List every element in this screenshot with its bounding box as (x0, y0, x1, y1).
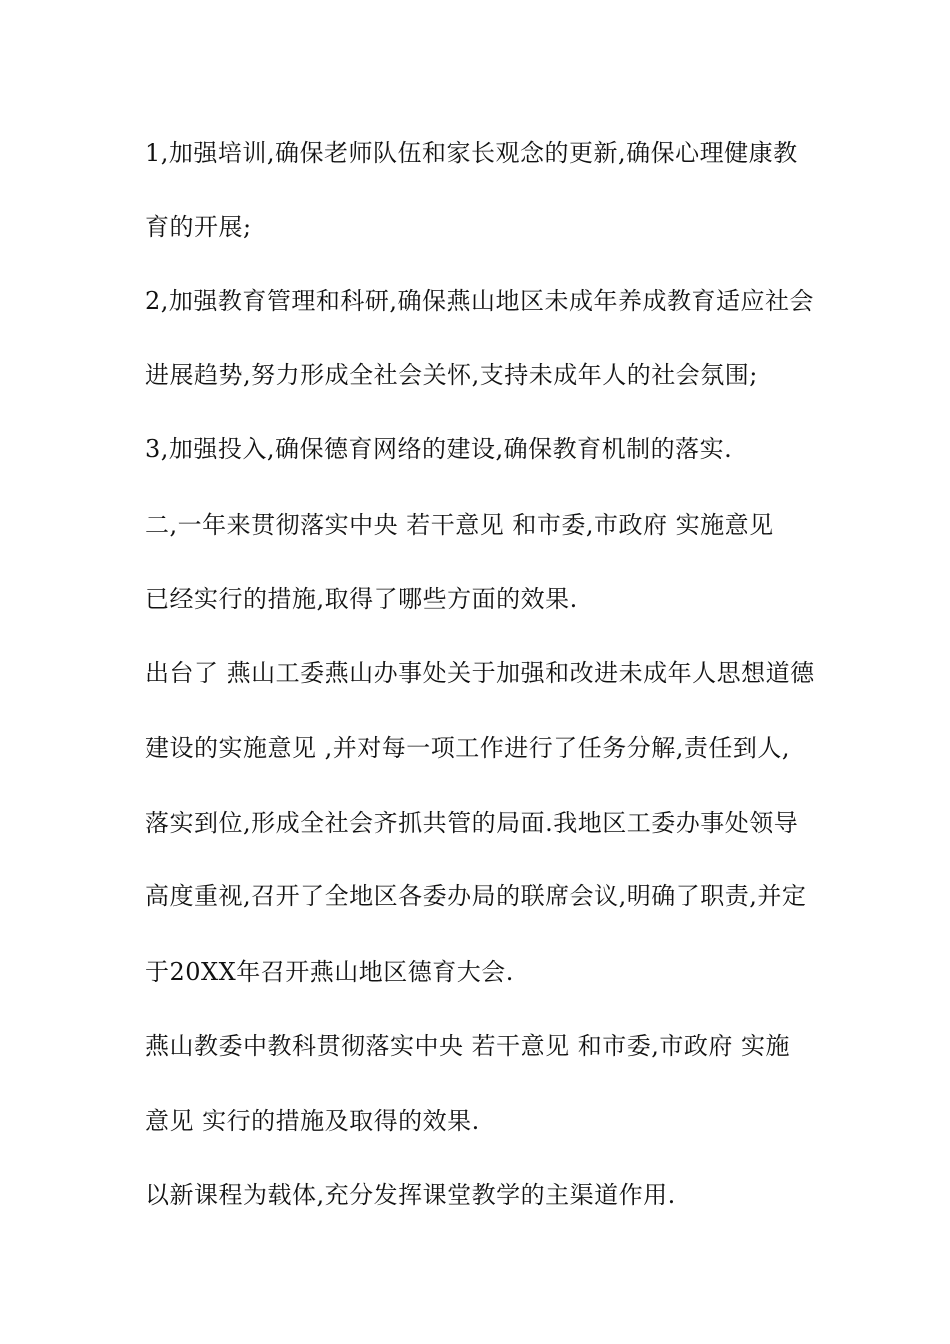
text-line: 进展趋势,努力形成全社会关怀,支持未成年人的社会氛围; (145, 361, 758, 389)
text-line: 2,加强教育管理和科研,确保燕山地区未成年养成教育适应社会 (145, 287, 815, 315)
text-line: 高度重视,召开了全地区各委办局的联席会议,明确了职责,并定 (145, 882, 807, 910)
text-line: 落实到位,形成全社会齐抓共管的局面.我地区工委办事处领导 (145, 809, 799, 837)
text-line: 燕山教委中教科贯彻落实中央 若干意见 和市委,市政府 实施 (145, 1032, 791, 1060)
text-line: 于20XX年召开燕山地区德育大会. (145, 958, 514, 986)
text-line: 二,一年来贯彻落实中央 若干意见 和市委,市政府 实施意见 (145, 511, 774, 539)
text-line: 建设的实施意见 ,并对每一项工作进行了任务分解,责任到人, (145, 734, 791, 762)
text-line: 已经实行的措施,取得了哪些方面的效果. (145, 585, 578, 613)
text-line: 1,加强培训,确保老师队伍和家长观念的更新,确保心理健康教 (145, 139, 798, 167)
text-line: 出台了 燕山工委燕山办事处关于加强和改进未成年人思想道德 (145, 659, 815, 687)
text-line: 育的开展; (145, 213, 252, 241)
text-line: 以新课程为载体,充分发挥课堂教学的主渠道作用. (145, 1181, 676, 1209)
text-line: 3,加强投入,确保德育网络的建设,确保教育机制的落实. (145, 435, 733, 463)
text-line: 意见 实行的措施及取得的效果. (145, 1107, 480, 1135)
